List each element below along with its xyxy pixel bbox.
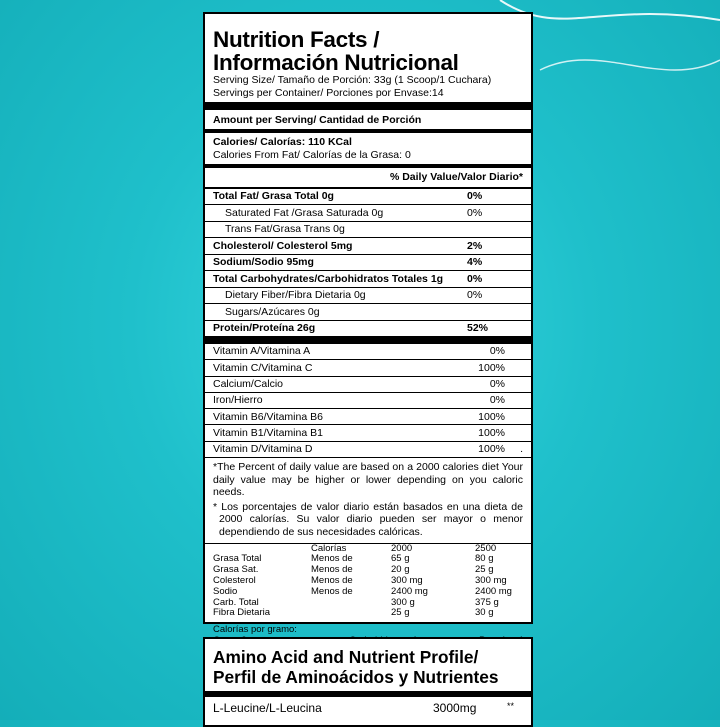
nutrient-row: Total Carbohydrates/Carbohidratos Totales 1g 0% xyxy=(205,271,531,288)
dv-row: Grasa Sat. Menos de 20 g 25 g xyxy=(213,564,494,576)
vitamin-row: Vitamin C/Vitamina C 100% xyxy=(205,360,531,376)
calories: Calories/ Calorías: 110 KCal xyxy=(213,136,352,149)
nutrition-facts-label xyxy=(203,12,533,636)
vitamin-row: Calcium/Calcio 0% xyxy=(205,377,531,393)
amino-row: L-Leucine/L-Leucina 3000mg ** xyxy=(205,691,531,715)
servings-per-container: Servings per Container/ Porciones por Envase:14 xyxy=(213,87,444,99)
calories-from-fat: Calories From Fat/ Calorías de la Grasa: 0 xyxy=(213,148,411,161)
nutrient-row: Trans Fat/Grasa Trans 0g xyxy=(205,222,531,239)
vitamin-d-mark: . xyxy=(520,443,523,456)
divider-thick xyxy=(205,336,531,344)
vitamin-row: Vitamin B1/Vitamina B1 100% xyxy=(205,425,531,441)
vitamin-row: Vitamin B6/Vitamina B6 100% xyxy=(205,409,531,425)
dv-row: Colesterol Menos de 300 mg 300 mg xyxy=(213,575,507,587)
nutrient-row: Saturated Fat /Grasa Saturada 0g 0% xyxy=(205,205,531,222)
nutrient-row: Cholesterol/ Colesterol 5mg 2% xyxy=(205,238,531,255)
nutrient-row: Protein/Proteína 26g 52% xyxy=(213,322,489,335)
amino-title: Amino Acid and Nutrient Profile/ Perfil de Aminoácidos y Nutrientes xyxy=(213,647,499,687)
amino-acid-profile xyxy=(203,637,533,727)
vitamin-row: Vitamin D/Vitamina D 100% . xyxy=(205,442,531,458)
nutrient-row: Sugars/Azúcares 0g xyxy=(205,304,531,321)
dv-row: Fibra Dietaria 25 g 30 g xyxy=(213,607,494,619)
label-title: Nutrition Facts / Información Nutricional xyxy=(213,27,459,75)
daily-value-header: % Daily Value/Valor Diario* xyxy=(389,171,523,184)
calories-per-gram: Calorías por gramo: xyxy=(213,624,297,636)
dv-header-row: Calorías 2000 2500 xyxy=(311,542,497,554)
footnote-english: *The Percent of daily value are based on a 2000 calories diet Your daily value may be higher or lower depending on you caloric needs. xyxy=(213,461,523,499)
dv-row: Sodio Menos de 2400 mg 2400 mg xyxy=(213,585,512,597)
footnote-spanish: * Los porcentajes de valor diario están basados en una dieta de 2000 calorías. Su valor diario pueden ser mayor o menor dependiendo de sus necesidades calóricas. xyxy=(213,500,523,539)
vitamin-row: Iron/Hierro 0% xyxy=(205,393,531,409)
nutrient-row: Dietary Fiber/Fibra Dietaria 0g 0% xyxy=(205,288,531,305)
nutrient-row: Total Fat/ Grasa Total 0g 0% xyxy=(205,189,531,206)
dv-row: Carb. Total 300 g 375 g xyxy=(213,596,499,608)
vitamin-row: Vitamin A/Vitamina A 0% xyxy=(205,344,531,360)
serving-size: Serving Size/ Tamaño de Porción: 33g (1 Scoop/1 Cuchara) xyxy=(213,74,492,86)
dv-row: Grasa Total Menos de 65 g 80 g xyxy=(213,553,494,565)
nutrient-row: Sodium/Sodio 95mg 4% xyxy=(205,255,531,272)
divider-thick xyxy=(205,102,531,110)
daily-value-table xyxy=(213,544,512,620)
amount-per-serving: Amount per Serving/ Cantidad de Porción xyxy=(213,114,422,126)
